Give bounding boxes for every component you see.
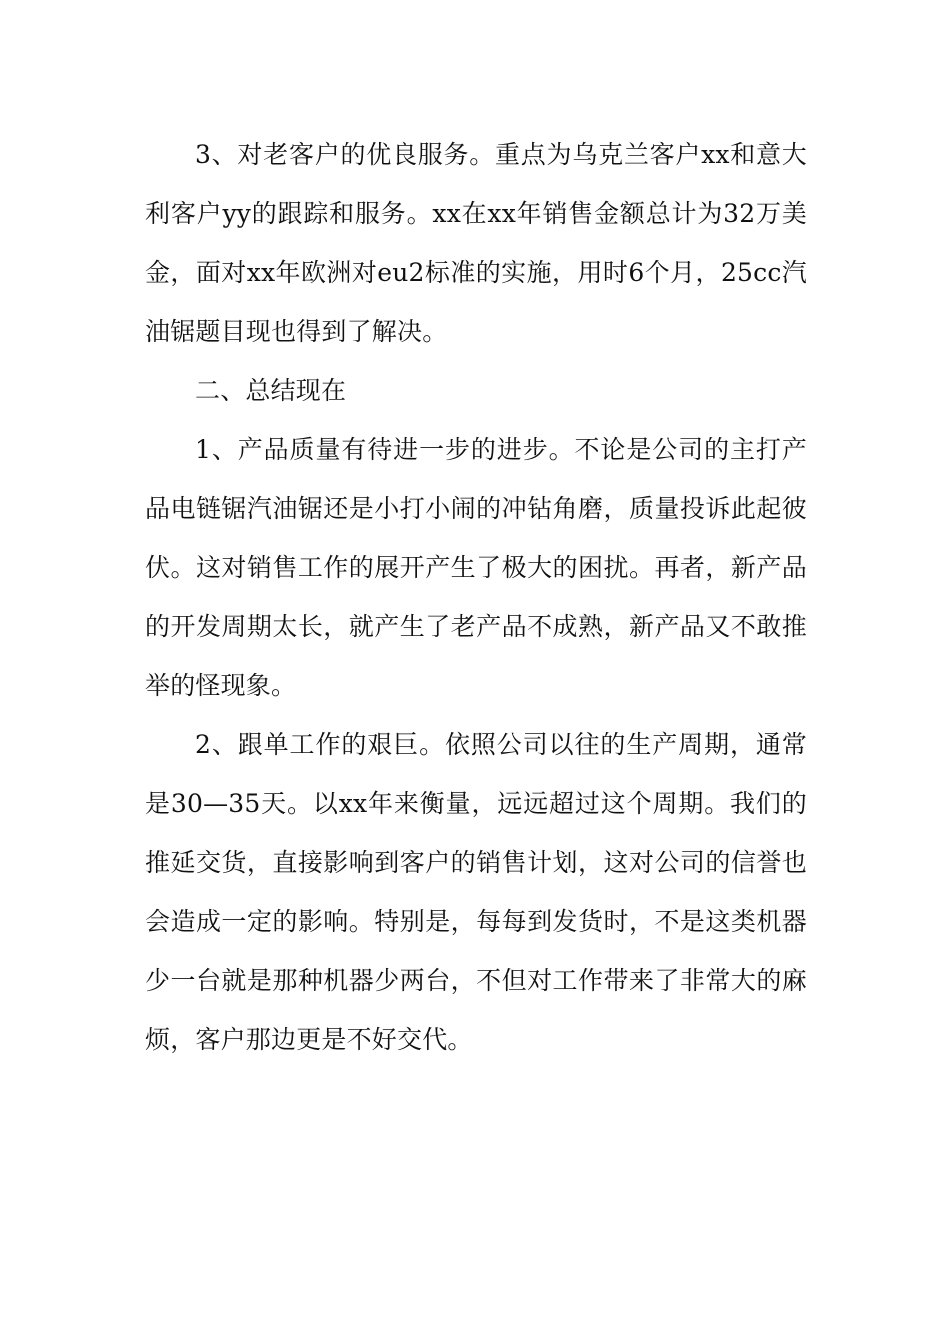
paragraph-order-follow-up: 2、跟单工作的艰巨。依照公司以往的生产周期，通常是30—35天。以xx年来衡量，远远超过这个周期。我们的推延交货，直接影响到客户的销售计划，这对公司的信誉也会造成一定的影响。特别是，每每到发货时，不是这类机器少一台就是那种机器少两台，不但对工作带来了非常大的麻烦，客户那边更是不好交代。 xyxy=(145,730,807,1054)
paragraph-product-quality: 1、产品质量有待进一步的进步。不论是公司的主打产品电链锯汽油锯还是小打小闹的冲钻角磨，质量投诉此起彼伏。这对销售工作的展开产生了极大的困扰。再者，新产品的开发周期太长，就产生了老产品不成熟，新产品又不敢推举的怪现象。 xyxy=(145,435,807,700)
section-heading-summary: 二、总结现在 xyxy=(195,376,347,405)
document-body xyxy=(145,125,807,1069)
paragraph-old-customer-service: 3、对老客户的优良服务。重点为乌克兰客户xx和意大利客户yy的跟踪和服务。xx在xx年销售金额总计为32万美金，面对xx年欧洲对eu2标准的实施，用时6个月，25cc汽油锯题目现也得到了解决。 xyxy=(145,140,807,346)
